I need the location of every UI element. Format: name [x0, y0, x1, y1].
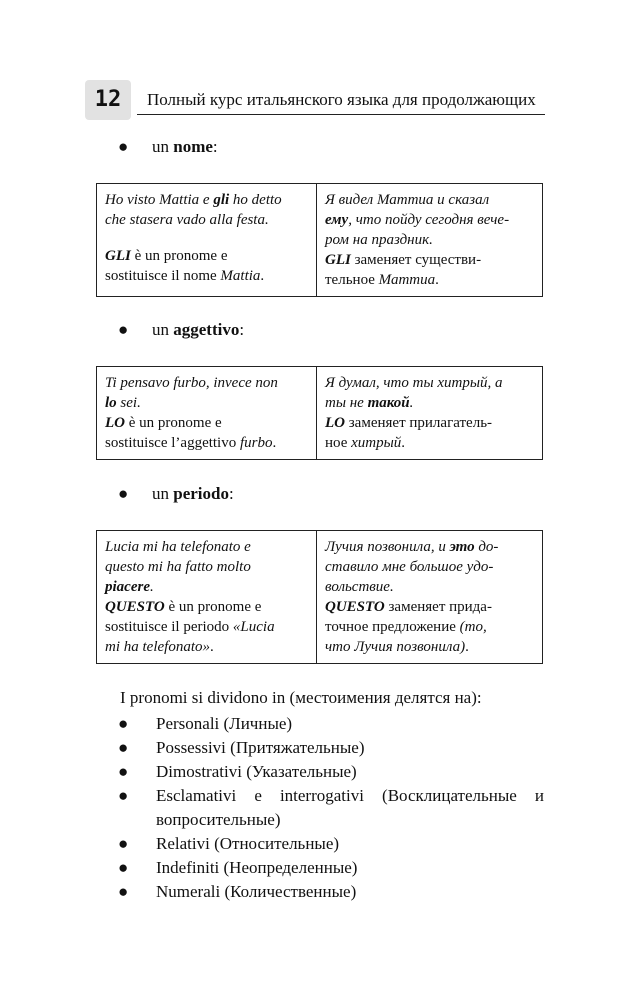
bullet-icon: ● [118, 137, 129, 156]
bullet-icon: ● [118, 320, 129, 339]
pronoun-types-list [118, 712, 544, 904]
page-header [85, 80, 545, 120]
list-item: ● Relativi (Относительные) [118, 832, 544, 856]
list-item: ● Dimostrativi (Указательные) [118, 760, 544, 784]
italian-cell: Ti pensavo furbo, invece non lo sei. LO è un pronome e sostituisce l’aggettivo furbo. [97, 367, 317, 460]
list-item: ● Esclamativi e interrogativi (Восклицательные и вопросительные) [118, 786, 544, 829]
section-heading-nome: ● un nome: [118, 137, 218, 156]
section-heading-periodo: ● un periodo: [118, 484, 234, 503]
list-item: ● Possessivi (Притяжательные) [118, 736, 544, 760]
example-table-nome [96, 183, 543, 297]
bullet-icon: ● [118, 786, 129, 805]
example-table-periodo [96, 530, 543, 664]
section-heading-aggettivo: ● un aggettivo: [118, 320, 245, 339]
list-item: ● Indefiniti (Неопределенные) [118, 856, 544, 880]
bullet-icon: ● [118, 484, 129, 503]
russian-cell: Я видел Маттиа и сказал ему, что пойду сегодня вече- ром на праздник. GLI заменяет существи- тельное Маттиа. [317, 184, 543, 297]
header-rule [137, 114, 545, 115]
italian-cell: Ho visto Mattia e gli ho detto che stasera vado alla festa. GLI è un pronome e sostituisce il nome Mattia. [97, 184, 317, 297]
bullet-icon: ● [118, 738, 129, 757]
pronoun-types-intro: I pronomi si dividono in (местоимения делятся на): [120, 688, 482, 707]
russian-cell: Лучия позвонила, и это до- ставило мне большое удо- вольствие. QUESTO заменяет прида- точное предложение (то, что Лучия позвонила). [317, 531, 543, 664]
page-number: 12 [85, 80, 131, 120]
section-term: aggettivo [173, 320, 240, 339]
russian-cell: Я думал, что ты хитрый, а ты не такой. LO заменяет прилагатель- ное хитрый. [317, 367, 543, 460]
bullet-icon: ● [118, 882, 129, 901]
bullet-icon: ● [118, 858, 129, 877]
bullet-icon: ● [118, 834, 129, 853]
running-title: Полный курс итальянского языка для продолжающих [147, 90, 536, 109]
section-term: nome [173, 137, 213, 156]
italian-cell: Lucia mi ha telefonato e questo mi ha fatto molto piacere. QUESTO è un pronome e sostituisce il periodo «Lucia mi ha telefonato». [97, 531, 317, 664]
example-table-aggettivo [96, 366, 543, 460]
bullet-icon: ● [118, 714, 129, 733]
section-term: periodo [173, 484, 229, 503]
list-item: ● Personali (Личные) [118, 712, 544, 736]
bullet-icon: ● [118, 762, 129, 781]
list-item: ● Numerali (Количественные) [118, 880, 544, 904]
